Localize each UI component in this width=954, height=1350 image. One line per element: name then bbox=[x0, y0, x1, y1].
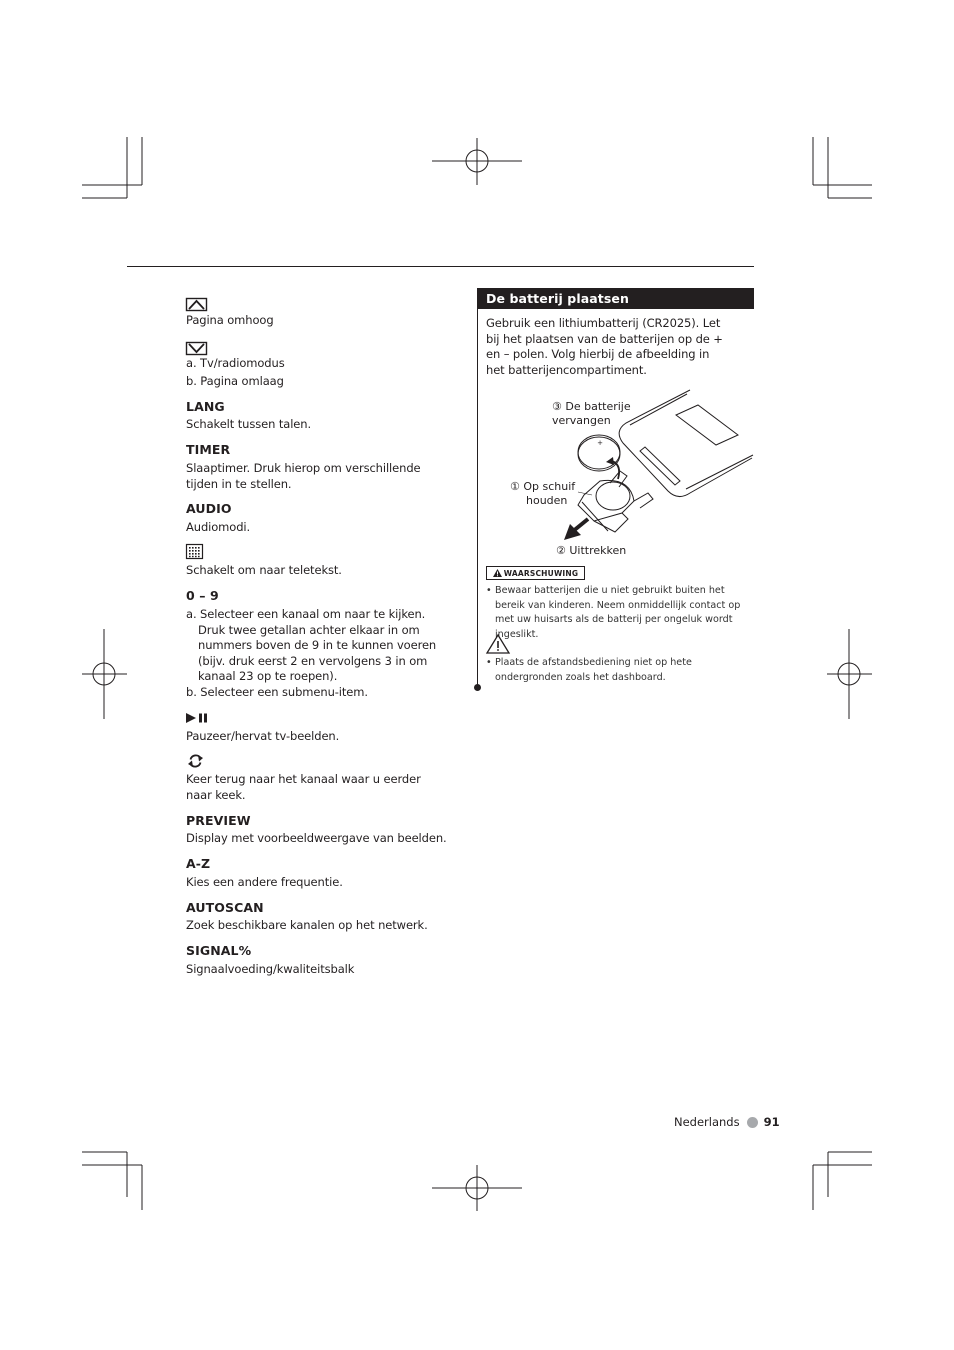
signal-heading: SIGNAL% bbox=[186, 943, 252, 958]
timer-text: Slaaptimer. Druk hierop om verschillende tijden in te stellen. bbox=[186, 461, 421, 491]
lang-heading: LANG bbox=[186, 399, 225, 414]
top-rule bbox=[127, 266, 754, 267]
label-pull-out: ② Uittrekken bbox=[556, 544, 627, 557]
page-down-option-a: a. Tv/radiomodus bbox=[186, 356, 285, 370]
bullet: • bbox=[486, 657, 492, 668]
label-replace-battery-line1: ③ De batterije bbox=[552, 400, 631, 413]
autoscan-heading: AUTOSCAN bbox=[186, 900, 264, 915]
caution-text: Plaats de afstandsbediening niet op hete ondergronden zoals het dashboard. bbox=[495, 657, 692, 683]
column-rule-dot bbox=[474, 684, 481, 691]
label-hold-slide bbox=[510, 480, 575, 507]
return-text: Keer terug naar het kanaal waar u eerder naar keek. bbox=[186, 772, 421, 802]
audio-heading: AUDIO bbox=[186, 501, 232, 516]
column-rule bbox=[477, 309, 478, 687]
az-heading: A-Z bbox=[186, 856, 211, 871]
preview-text: Display met voorbeeldweergave van beelden. bbox=[186, 831, 447, 845]
numbers-heading: 0 – 9 bbox=[186, 588, 219, 603]
autoscan-text: Zoek beschikbare kanalen op het netwerk. bbox=[186, 918, 428, 932]
play-pause-icon bbox=[186, 713, 209, 723]
svg-text:+: + bbox=[597, 439, 603, 447]
page-down-icon bbox=[186, 342, 207, 355]
label-replace-battery bbox=[552, 400, 631, 427]
return-icon bbox=[187, 753, 204, 769]
footer-language: Nederlands bbox=[674, 1115, 740, 1129]
signal-text: Signaalvoeding/kwaliteitsbalk bbox=[186, 962, 355, 976]
footer-bullet-icon bbox=[747, 1117, 758, 1128]
teletext-icon bbox=[186, 544, 203, 559]
warning-badge-label: WAARSCHUWING bbox=[503, 568, 579, 578]
caution-triangle-icon bbox=[486, 634, 510, 654]
warning-item bbox=[486, 584, 748, 642]
warning-text: Bewaar batterijen die u niet gebruikt buiten het bereik van kinderen. Neem onmiddellijk contact op met uw huisarts als de batterij per ongeluk wordt ingeslikt. bbox=[495, 585, 741, 640]
section-title: De batterij plaatsen bbox=[486, 291, 629, 306]
warning-badge bbox=[486, 566, 585, 580]
page-down-option-b: b. Pagina omlaag bbox=[186, 374, 284, 388]
page-up-label: Pagina omhoog bbox=[186, 313, 274, 327]
numbers-option-b: b. Selecteer een submenu-item. bbox=[186, 685, 368, 699]
timer-heading: TIMER bbox=[186, 442, 231, 457]
warning-triangle-icon bbox=[493, 569, 502, 577]
footer bbox=[674, 1115, 780, 1129]
play-pause-text: Pauzeer/hervat tv-beelden. bbox=[186, 729, 340, 743]
teletext-text: Schakelt om naar teletekst. bbox=[186, 563, 342, 577]
label-hold-slide-line2: houden bbox=[526, 493, 568, 507]
audio-text: Audiomodi. bbox=[186, 520, 251, 534]
lang-text: Schakelt tussen talen. bbox=[186, 417, 312, 431]
numbers-option-a: a. Selecteer een kanaal om naar te kijken. Druk twee getallan achter elkaar in om nummers boven de 9 in te kunnen voeren (bijv. druk eerst 2 en vervolgens 3 in om kanaal 23 op te roepen). bbox=[186, 607, 437, 683]
page-up-icon bbox=[186, 298, 207, 311]
label-replace-battery-line2: vervangen bbox=[552, 413, 611, 427]
bullet: • bbox=[486, 585, 492, 596]
battery-intro: Gebruik een lithiumbatterij (CR2025). Let bij het plaatsen van de batterijen op de + en – polen. Volg hierbij de afbeelding in het batterijencompartiment. bbox=[486, 316, 723, 377]
az-text: Kies een andere frequentie. bbox=[186, 875, 343, 889]
caution-item bbox=[486, 656, 748, 685]
label-hold-slide-line1: ① Op schuif bbox=[510, 480, 576, 493]
page-number: 91 bbox=[763, 1115, 780, 1129]
preview-heading: PREVIEW bbox=[186, 813, 251, 828]
